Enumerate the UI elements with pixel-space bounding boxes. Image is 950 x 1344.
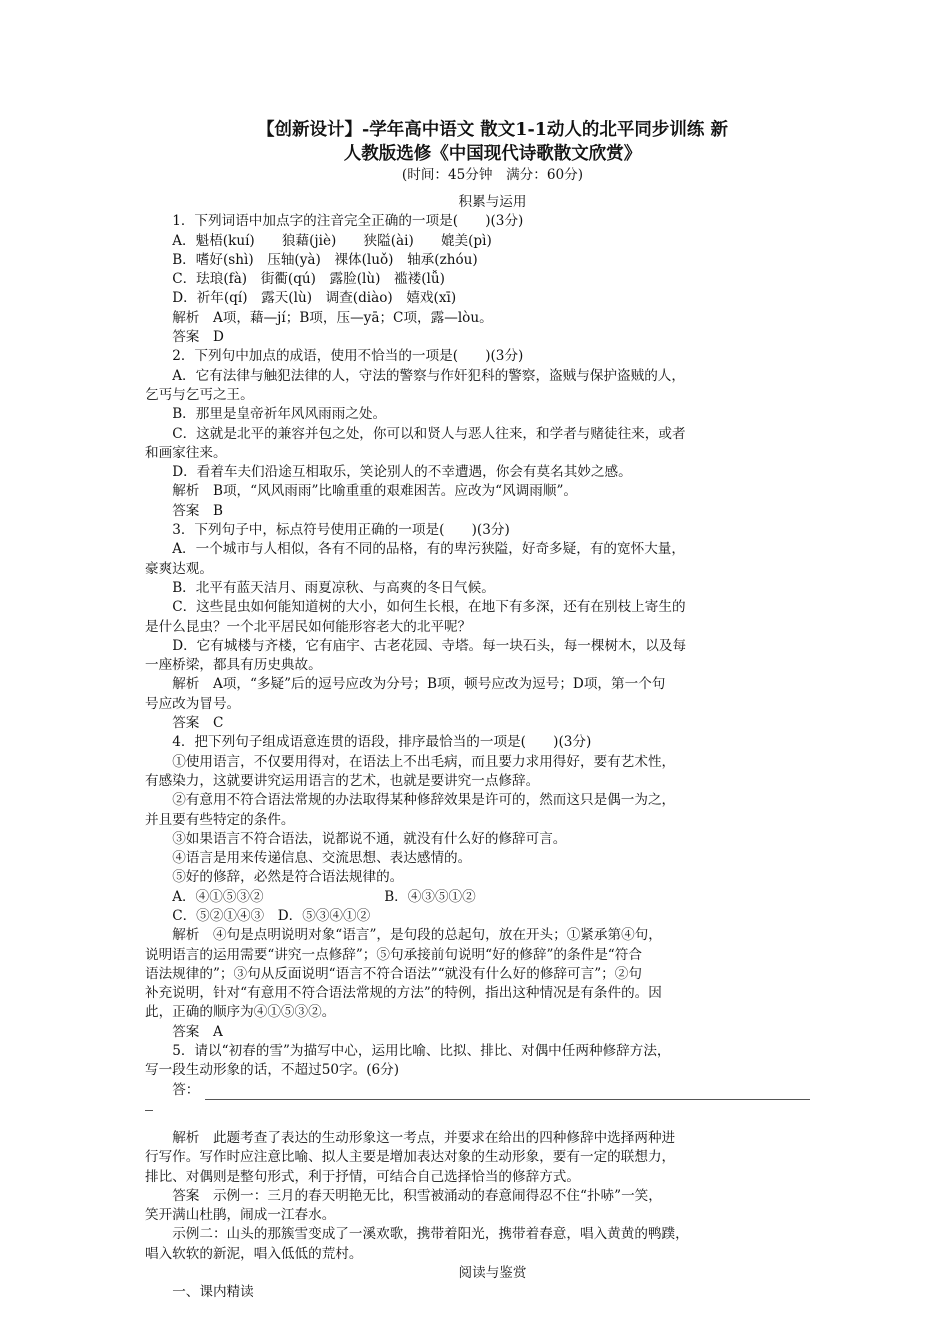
q4-analysis-line4: 补充说明，针对“有意用不符合语法常规的方法”的特例，指出这种情况是有条件的。因 (145, 985, 662, 1002)
q3-option-c-line2: 是什么昆虫？一个北平居民如何能形容老大的北平呢？ (145, 618, 472, 635)
q5-analysis-line3: 排比、对偶则是整句形式，利于抒情，可结合自己选择恰当的修辞方式。 (145, 1168, 580, 1185)
q2-option-b: B．那里是皇帝祈年风风雨雨之处。 (172, 406, 387, 423)
q1-stem: 1．下列词语中加点字的注音完全正确的一项是( )(3分) (172, 213, 524, 230)
q1-answer: 答案 D (172, 329, 224, 346)
q5-answer-rule[interactable] (205, 1085, 810, 1100)
q5-example1-line1: 答案 示例一：三月的春天明艳无比，积雪被涌动的春意闹得忍不住“扑哧”一笑， (172, 1187, 662, 1204)
q3-option-d-line2: 一座桥梁，都具有历史典故。 (145, 657, 322, 674)
q2-option-d: D．看着车夫们沿途互相取乐，笑论别人的不幸遭遇，你会有莫名其妙之感。 (172, 464, 632, 481)
q4-sentence-2-line2: 并且要有些特定的条件。 (145, 811, 295, 828)
doc-title (145, 118, 810, 166)
q5-answer-rule-continuation (145, 1100, 153, 1111)
q3-option-b: B．北平有蓝天洁月、雨夏凉秋、与高爽的冬日气候。 (172, 579, 495, 596)
q2-answer: 答案 B (172, 502, 223, 519)
q2-analysis: 解析 B项，“风风雨雨”比喻重重的艰难困苦。应改为“风调雨顺”。 (172, 483, 578, 500)
q2-option-a-line2: 乞丐与乞丐之王。 (145, 386, 254, 403)
q5-example1-line2: 笑开满山杜鹃，闹成一江春水。 (145, 1207, 336, 1224)
q1-option-b: B．嗜好(shì) 压轴(yà) 裸体(luǒ) 轴承(zhóu) (172, 251, 478, 268)
q4-stem: 4．把下列句子组成语意连贯的语段，排序最恰当的一项是( )(3分) (172, 734, 592, 751)
q3-option-d-line1: D．它有城楼与齐楼，它有庙宇、古老花园、寺塔。每一块石头，每一棵树木，以及每 (172, 637, 687, 654)
q4-options-row1 (145, 888, 810, 907)
q1-option-d: D．祈年(qí) 露天(lù) 调查(diào) 嬉戏(xī) (172, 290, 457, 307)
q1-analysis: 解析 A项，藉—jí；B项，压—yā；C项，露—lòu。 (172, 309, 493, 326)
q3-option-a-line2: 豪爽达观。 (145, 560, 213, 577)
q4-sentence-1-line1: ①使用语言，不仅要用得对，在语法上不出毛病，而且要力求用得好，要有艺术性， (172, 753, 676, 770)
doc-title-line2: 人教版选修《中国现代诗歌散文欣赏》 (343, 144, 642, 164)
q5-stem-line2: 写一段生动形象的话，不超过50字。(6分) (145, 1062, 400, 1079)
q4-sentence-3: ③如果语言不符合语法，说都说不通，就没有什么好的修辞可言。 (172, 830, 567, 847)
q4-option-a: A．④①⑤③② (172, 888, 264, 905)
doc-subtitle: (时间：45分钟 满分：60分) (401, 167, 584, 183)
q4-answer: 答案 A (172, 1023, 223, 1040)
q3-answer: 答案 C (172, 715, 224, 732)
q4-sentence-4: ④语言是用来传递信息、交流思想、表达感情的。 (172, 850, 472, 867)
q2-option-c-line1: C．这就是北平的兼容并包之处，你可以和贤人与恶人往来，和学者与赌徒往来，或者 (172, 425, 686, 442)
q2-stem: 2．下列句中加点的成语，使用不恰当的一项是( )(3分) (172, 348, 524, 365)
section-heading-reading: 阅读与鉴赏 (458, 1265, 527, 1282)
q5-answer-prompt: 答： (172, 1081, 200, 1098)
document-page (145, 118, 810, 1303)
q4-analysis-line5: 此，正确的顺序为④①⑤③②。 (145, 1004, 336, 1021)
q5-analysis-line1: 解析 此题考查了表达的生动形象这一考点，并要求在给出的四种修辞中选择两种进 (172, 1129, 676, 1146)
q3-analysis-line2: 号应改为冒号。 (145, 695, 241, 712)
q4-analysis-line1: 解析 ④句是点明说明对象“语言”，是句段的总起句，放在开头；①紧承第④句， (172, 927, 662, 944)
q4-option-b: B．④③⑤①② (384, 888, 476, 905)
part-heading-intensive-reading: 一、课内精读 (172, 1284, 254, 1301)
q4-options-cd: C．⑤②①④③ D．⑤③④①② (172, 907, 371, 924)
q2-option-a-line1: A．它有法律与触犯法律的人，守法的警察与作奸犯科的警察，盗贼与保护盗贼的人， (172, 367, 685, 384)
q5-example2-line2: 唱入软软的新泥，唱入低低的荒村。 (145, 1245, 363, 1262)
q5-answer-field[interactable] (145, 1081, 810, 1100)
q3-stem: 3．下列句子中，标点符号使用正确的一项是( )(3分) (172, 522, 510, 539)
q2-option-c-line2: 和画家往来。 (145, 444, 227, 461)
q4-sentence-2-line1: ②有意用不符合语法常规的办法取得某种修辞效果是许可的，然而这只是偶一为之， (172, 792, 676, 809)
q4-analysis-line2: 说明语言的运用需要“讲究一点修辞”；⑤句承接前句说明“好的修辞”的条件是“符合 (145, 946, 642, 963)
q3-analysis-line1: 解析 A项，“多疑”后的逗号应改为分号；B项，顿号应改为逗号；D项，第一个句 (172, 676, 666, 693)
q5-stem-line1: 5．请以“初春的雪”为描写中心，运用比喻、比拟、排比、对偶中任两种修辞方法， (172, 1043, 671, 1060)
q4-sentence-5: ⑤好的修辞，必然是符合语法规律的。 (172, 869, 404, 886)
q1-option-c: C．珐琅(fà) 街衢(qú) 露脸(lù) 褴褛(lǚ) (172, 271, 445, 288)
doc-title-line1: 【创新设计】-学年高中语文 散文1-1动人的北平同步训练 新 (256, 120, 729, 140)
section-heading-accumulation: 积累与运用 (458, 194, 527, 210)
q5-analysis-line2: 行写作。写作时应注意比喻、拟人主要是增加表达对象的生动形象，要有一定的联想力， (145, 1149, 676, 1166)
q4-analysis-line3: 语法规律的”；③句从反面说明“语言不符合语法”“就没有什么好的修辞可言”；②句 (145, 965, 642, 982)
q1-option-a: A．魁梧(kuí) 狼藉(jiè) 狭隘(ài) 媲美(pì) (172, 232, 492, 249)
q3-option-a-line1: A．一个城市与人相似，各有不同的品格，有的卑污狭隘，好奇多疑，有的宽怀大量， (172, 541, 685, 558)
q5-example2-line1: 示例二：山头的那簇雪变成了一溪欢歌，携带着阳光，携带着春意，唱入黄黄的鸭蹼， (172, 1226, 689, 1243)
q3-option-c-line1: C．这些昆虫如何能知道树的大小，如何生长根，在地下有多深，还有在别枝上寄生的 (172, 599, 686, 616)
q4-sentence-1-line2: 有感染力，这就要讲究运用语言的艺术，也就是要讲究一点修辞。 (145, 772, 540, 789)
